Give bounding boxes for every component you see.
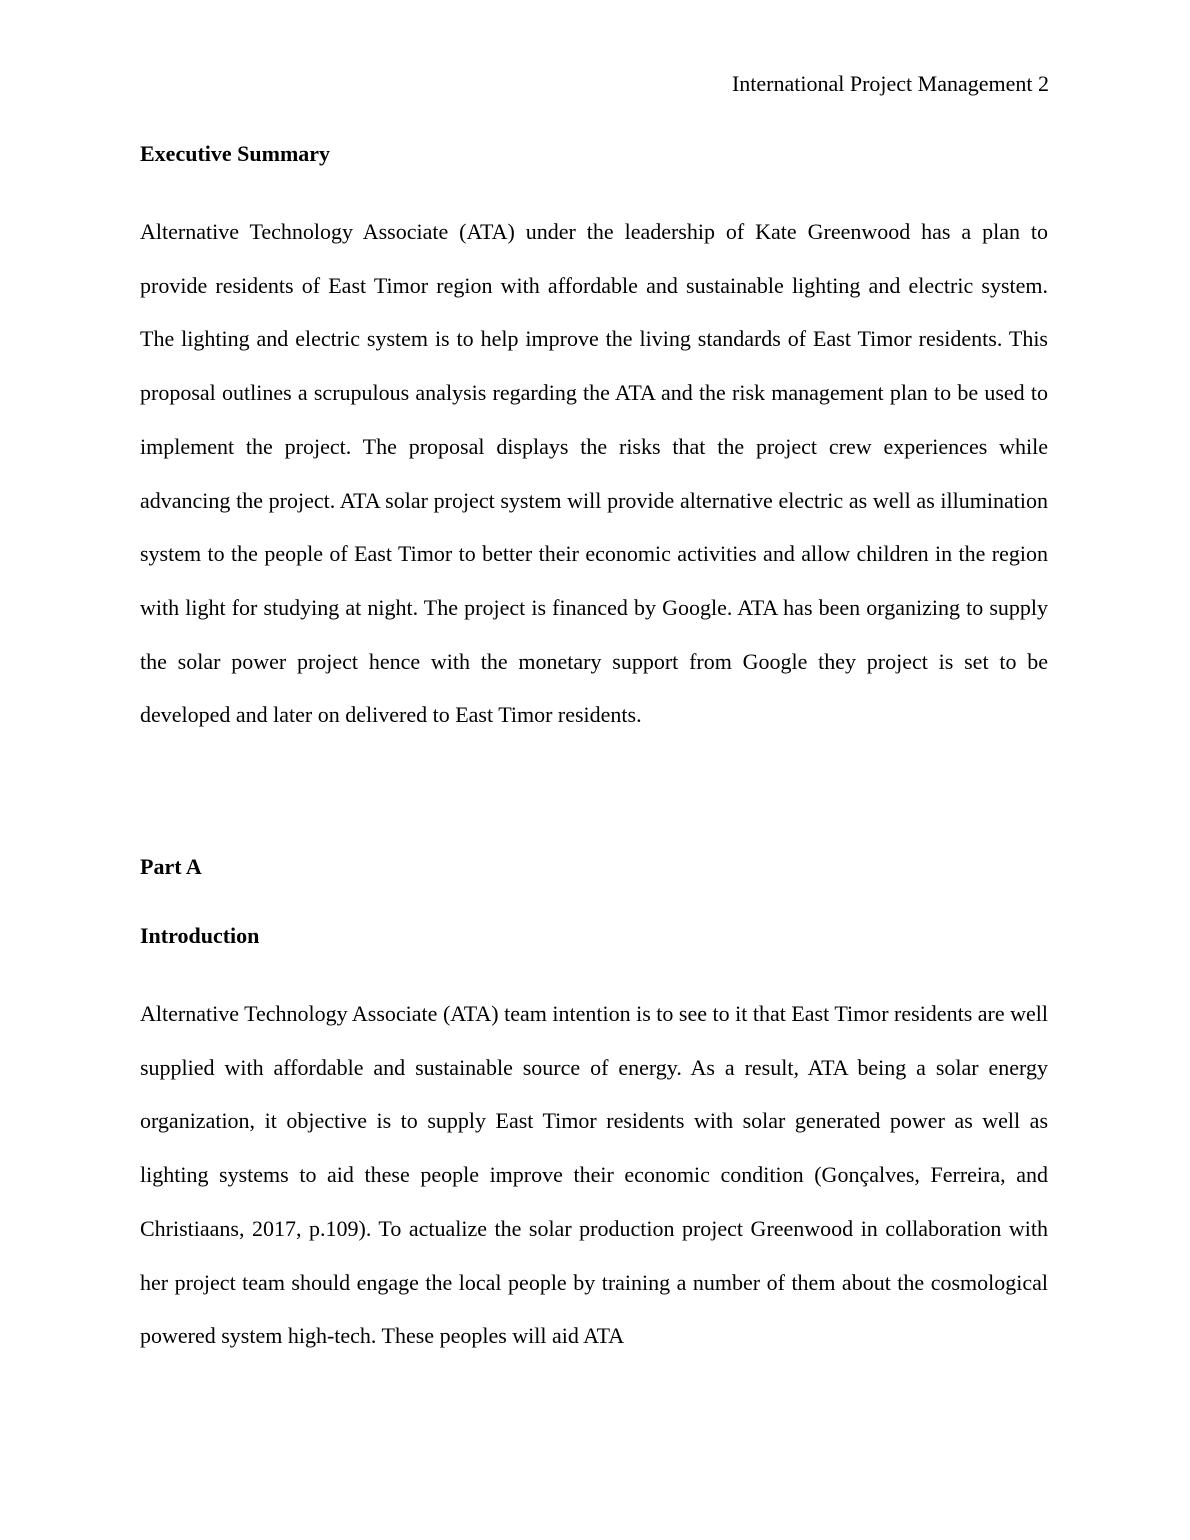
executive-summary-paragraph: Alternative Technology Associate (ATA) under the leadership of Kate Greenwood has a plan to provide residents of East Timor region with affordable and sustainable lighting and electric system. The lighting and electric system is to help improve the living standards of East Timor residents. This proposal outlines a scrupulous analysis regarding the ATA and the risk management plan to be used to implement the project. The proposal displays the risks that the project crew experiences while advancing the project. ATA solar project system will provide alternative electric as well as illumination system to the people of East Timor to better their economic activities and allow children in the region with light for studying at night. The project is financed by Google. ATA has been organizing to supply the solar power project hence with the monetary support from Google they project is set to be developed and later on delivered to East Timor residents. [140, 219, 1048, 728]
part-a-heading: Part A [140, 854, 202, 880]
running-head: International Project Management 2 [731, 71, 1049, 96]
introduction-paragraph: Alternative Technology Associate (ATA) team intention is to see to it that East Timor residents are well supplied with affordable and sustainable source of energy. As a result, ATA being a solar energy organization, it objective is to supply East Timor residents with solar generated power as well as lighting systems to aid these people improve their economic condition (Gonçalves, Ferreira, and Christiaans, 2017, p.109). To actualize the solar production project Greenwood in collaboration with her project team should engage the local people by training a number of them about the cosmological powered system high-tech. These peoples will aid ATA [140, 1001, 1048, 1349]
executive-summary-heading: Executive Summary [140, 141, 331, 166]
document-body [140, 139, 1048, 1363]
introduction-heading: Introduction [140, 923, 260, 949]
